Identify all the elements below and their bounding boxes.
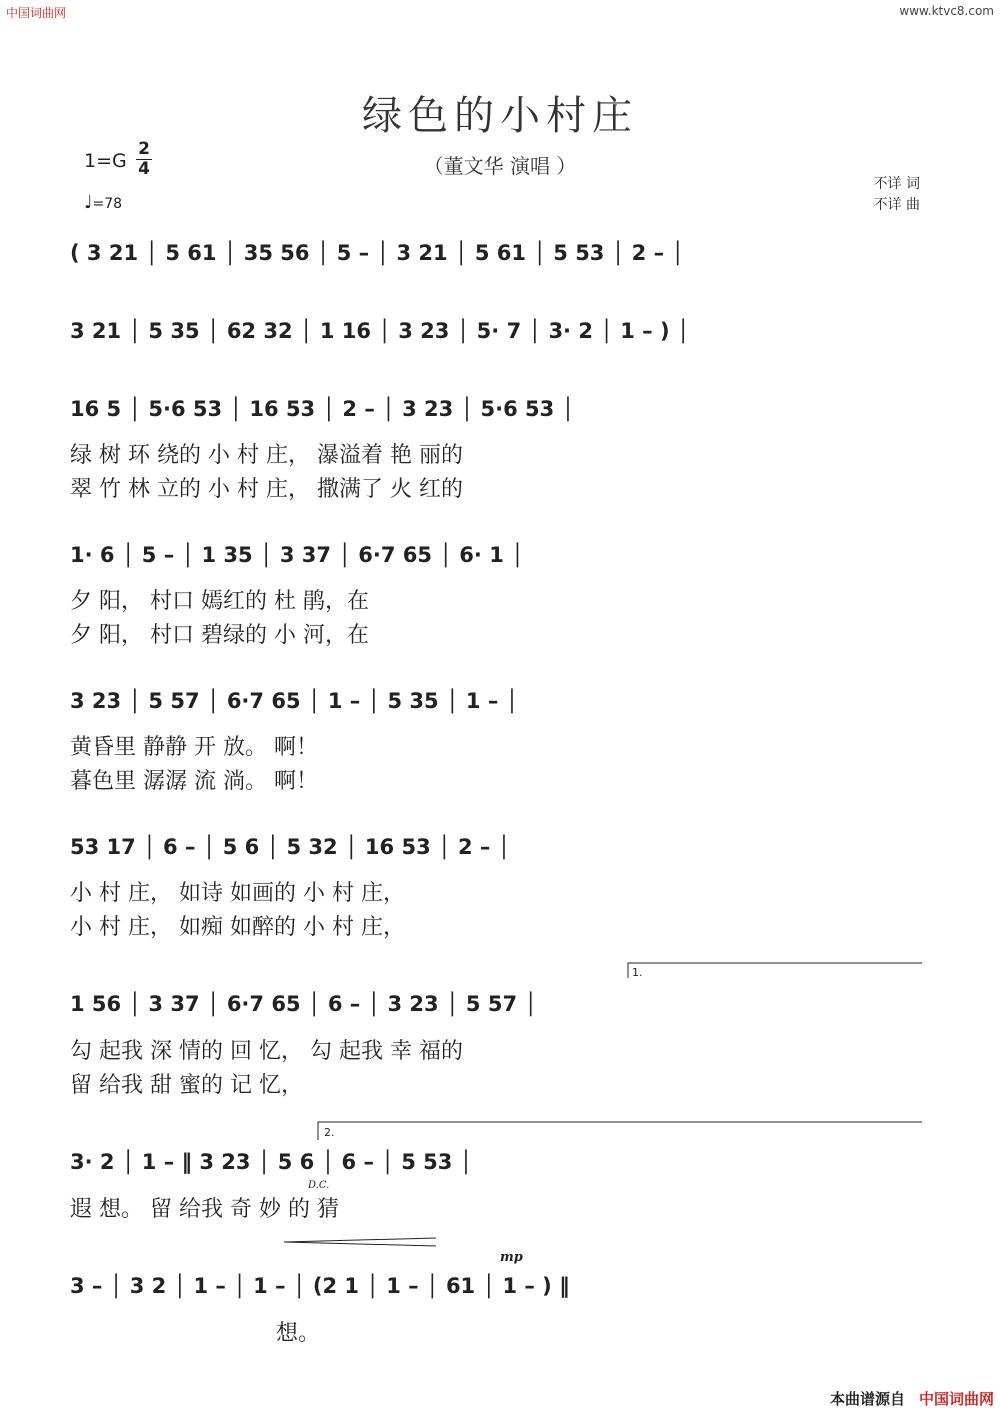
score-row-5: 3 23 │ 5 57 │ 6·7 65 │ 1 – │ 5 35 │ 1 – │: [70, 689, 519, 713]
lyric-row-5-verse-2: 暮色里 潺潺 流 淌。 啊！: [70, 769, 318, 794]
volta-2-bracket: [318, 1122, 922, 1140]
time-signature-bottom: 4: [138, 159, 150, 179]
score-row-9: 3 – │ 3 2 │ 1 – │ 1 – │ (2 1 │ 1 – │ 61 │ 1 – ) ‖: [70, 1274, 570, 1298]
lyricist-credit: 不详 词: [873, 176, 920, 192]
source-label: 本曲谱源自: [829, 1390, 905, 1408]
score-row-6: 53 17 │ 6 – │ 5 6 │ 5 32 │ 16 53 │ 2 – │: [70, 835, 511, 859]
lyric-row-9-verse-1: 想。: [276, 1321, 321, 1346]
volta-1-label: 1.: [632, 966, 643, 979]
source-footer: [830, 1388, 994, 1409]
volta-2-label: 2.: [324, 1126, 335, 1139]
score-row-3: 16 5 │ 5·6 53 │ 16 53 │ 2 – │ 3 23 │ 5·6 53 │: [70, 397, 575, 421]
site-watermark-left: 中国词曲网: [6, 6, 67, 20]
da-capo-mark: D.C.: [308, 1180, 330, 1191]
score-row-4: 1· 6 │ 5 – │ 1 35 │ 3 37 │ 6·7 65 │ 6· 1 │: [70, 543, 524, 567]
lyric-row-3-verse-1: 绿 树 环 绕的 小 村 庄， 瀑溢着 艳 丽的: [70, 443, 463, 468]
score-row-1: ( 3 21 │ 5 61 │ 35 56 │ 5 – │ 3 21 │ 5 61 │ 5 53 │ 2 – │: [70, 241, 685, 265]
score-row-2: 3 21 │ 5 35 │ 62 32 │ 1 16 │ 3 23 │ 5· 7 │ 3· 2 │ 1 – ) │: [70, 319, 690, 343]
lyric-row-3-verse-2: 翠 竹 林 立的 小 村 庄， 撒满了 火 红的: [70, 477, 463, 502]
score-row-7: 1 56 │ 3 37 │ 6·7 65 │ 6 – │ 3 23 │ 5 57 │: [70, 992, 538, 1016]
lyric-row-4-verse-1: 夕 阳， 村口 嫣红的 杜 鹃，在: [70, 589, 369, 614]
crescendo-wedge: [284, 1238, 436, 1246]
lyric-row-5-verse-1: 黄昏里 静静 开 放。 啊！: [70, 735, 318, 760]
score-row-8: 3· 2 │ 1 – ‖ 3 23 │ 5 6 │ 6 – │ 5 53 │: [70, 1150, 473, 1174]
quarter-note-icon: ♩: [84, 192, 93, 213]
volta-1-bracket: [628, 963, 922, 978]
lyric-row-4-verse-2: 夕 阳， 村口 碧绿的 小 河，在: [70, 623, 369, 648]
lyric-row-7-verse-2: 留 给我 甜 蜜的 记 忆，: [70, 1073, 303, 1098]
source-site: 中国词曲网: [918, 1390, 994, 1408]
dynamic-mark: mp: [500, 1250, 523, 1265]
lyric-row-8-verse-1: 遐 想。 留 给我 奇 妙 的 猜: [70, 1197, 339, 1222]
lyric-row-6-verse-1: 小 村 庄， 如诗 如画的 小 村 庄，: [70, 881, 405, 906]
lyric-row-6-verse-2: 小 村 庄， 如痴 如醉的 小 村 庄，: [70, 915, 405, 940]
site-watermark-right: www.ktvc8.com: [899, 4, 994, 18]
singer-credit: （董文华 演唱 ）: [423, 154, 577, 178]
tempo-value: =78: [92, 196, 123, 212]
key-signature: 1=G: [84, 150, 127, 172]
time-signature-top: 2: [138, 139, 150, 159]
lyric-row-7-verse-1: 勾 起我 深 情的 回 忆， 勾 起我 幸 福的: [70, 1039, 463, 1064]
song-title: 绿色的小村庄: [362, 93, 638, 139]
composer-credit: 不详 曲: [873, 197, 920, 213]
